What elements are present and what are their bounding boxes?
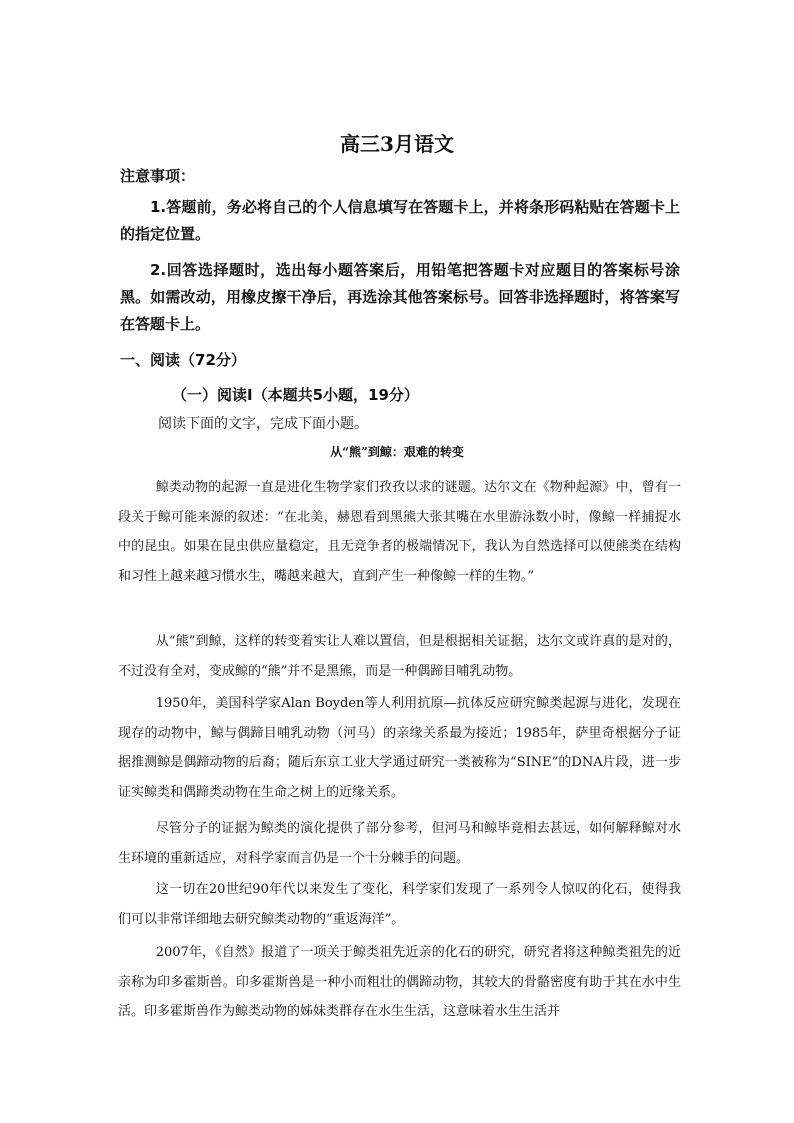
article-paragraph: 从“熊”到鲸，这样的转变着实让人难以置信，但是根据相关证据，达尔文或许真的是对的，不过没有全对，变成鲸的“熊”并不是黑熊，而是一种偶蹄目哺乳动物。 (118, 634, 681, 679)
notice-item: 2.回答选择题时，选出每小题答案后，用铅笔把答题卡对应题目的答案标号涂黑。如需改动，用橡皮擦干净后，再选涂其他答案标号。回答非选择题时，将答案写在答题卡上。 (120, 261, 680, 333)
article-paragraph: 鲸类动物的起源一直是进化生物学家们孜孜以求的谜题。达尔文在《物种起源》中，曾有一段关于鲸可能来源的叙述：“在北美，赫恩看到黑熊大张其嘴在水里游泳数小时，像鲸一样捕捉水中的昆虫。如果在昆虫供应量稳定，且无竞争者的极端情况下，我认为自然选择可以使熊类在结构和习性上越来越习惯水生，嘴越来越大，直到产生一种像鲸一样的生物。” (118, 480, 681, 584)
article-paragraph: 这一切在20世纪90年代以来发生了变化，科学家们发现了一系列令人惊叹的化石，使得我们可以非常详细地去研究鲸类动物的“重返海洋”。 (118, 882, 681, 927)
notice-heading: 注意事项： (120, 167, 196, 185)
document-title: 高三3月语文 (340, 132, 454, 156)
reading-instruction: 阅读下面的文字，完成下面小题。 (158, 416, 368, 432)
article-paragraph: 1950年，美国科学家Alan Boyden等人利用抗原—抗体反应研究鲸类起源与进化，发现在现存的动物中，鲸与偶蹄目哺乳动物（河马）的亲缘关系最为接近；1985年，萨里奇根据分子证据推测鲸是偶蹄动物的后裔；随后东京工业大学通过研究一类被称为“SINE”的DNA片段，进一步证实鲸类和偶蹄类动物在生命之树上的近缘关系。 (118, 696, 681, 800)
article-paragraph: 2007年，《自然》报道了一项关于鲸类祖先近亲的化石的研究，研究者将这种鲸类祖先的近亲称为印多霍斯兽。印多霍斯兽是一种小而粗壮的偶蹄动物，其较大的骨骼密度有助于其在水中生活。印多霍斯兽作为鲸类动物的姊妹类群存在水生生活，这意味着水生生活并 (118, 945, 681, 1019)
section-heading: 一、阅读（72分） (120, 351, 246, 369)
article-paragraph: 尽管分子的证据为鲸类的演化提供了部分参考，但河马和鲸毕竟相去甚远，如何解释鲸对水生环境的重新适应，对科学家而言仍是一个十分棘手的问题。 (118, 821, 681, 866)
subsection-heading: （一）阅读I（本题共5小题，19分） (172, 386, 419, 404)
notice-item: 1.答题前，务必将自己的个人信息填写在答题卡上，并将条形码粘贴在答题卡上的指定位置。 (120, 198, 680, 243)
article-title: 从“熊”到鲸：艰难的转变 (330, 445, 464, 459)
